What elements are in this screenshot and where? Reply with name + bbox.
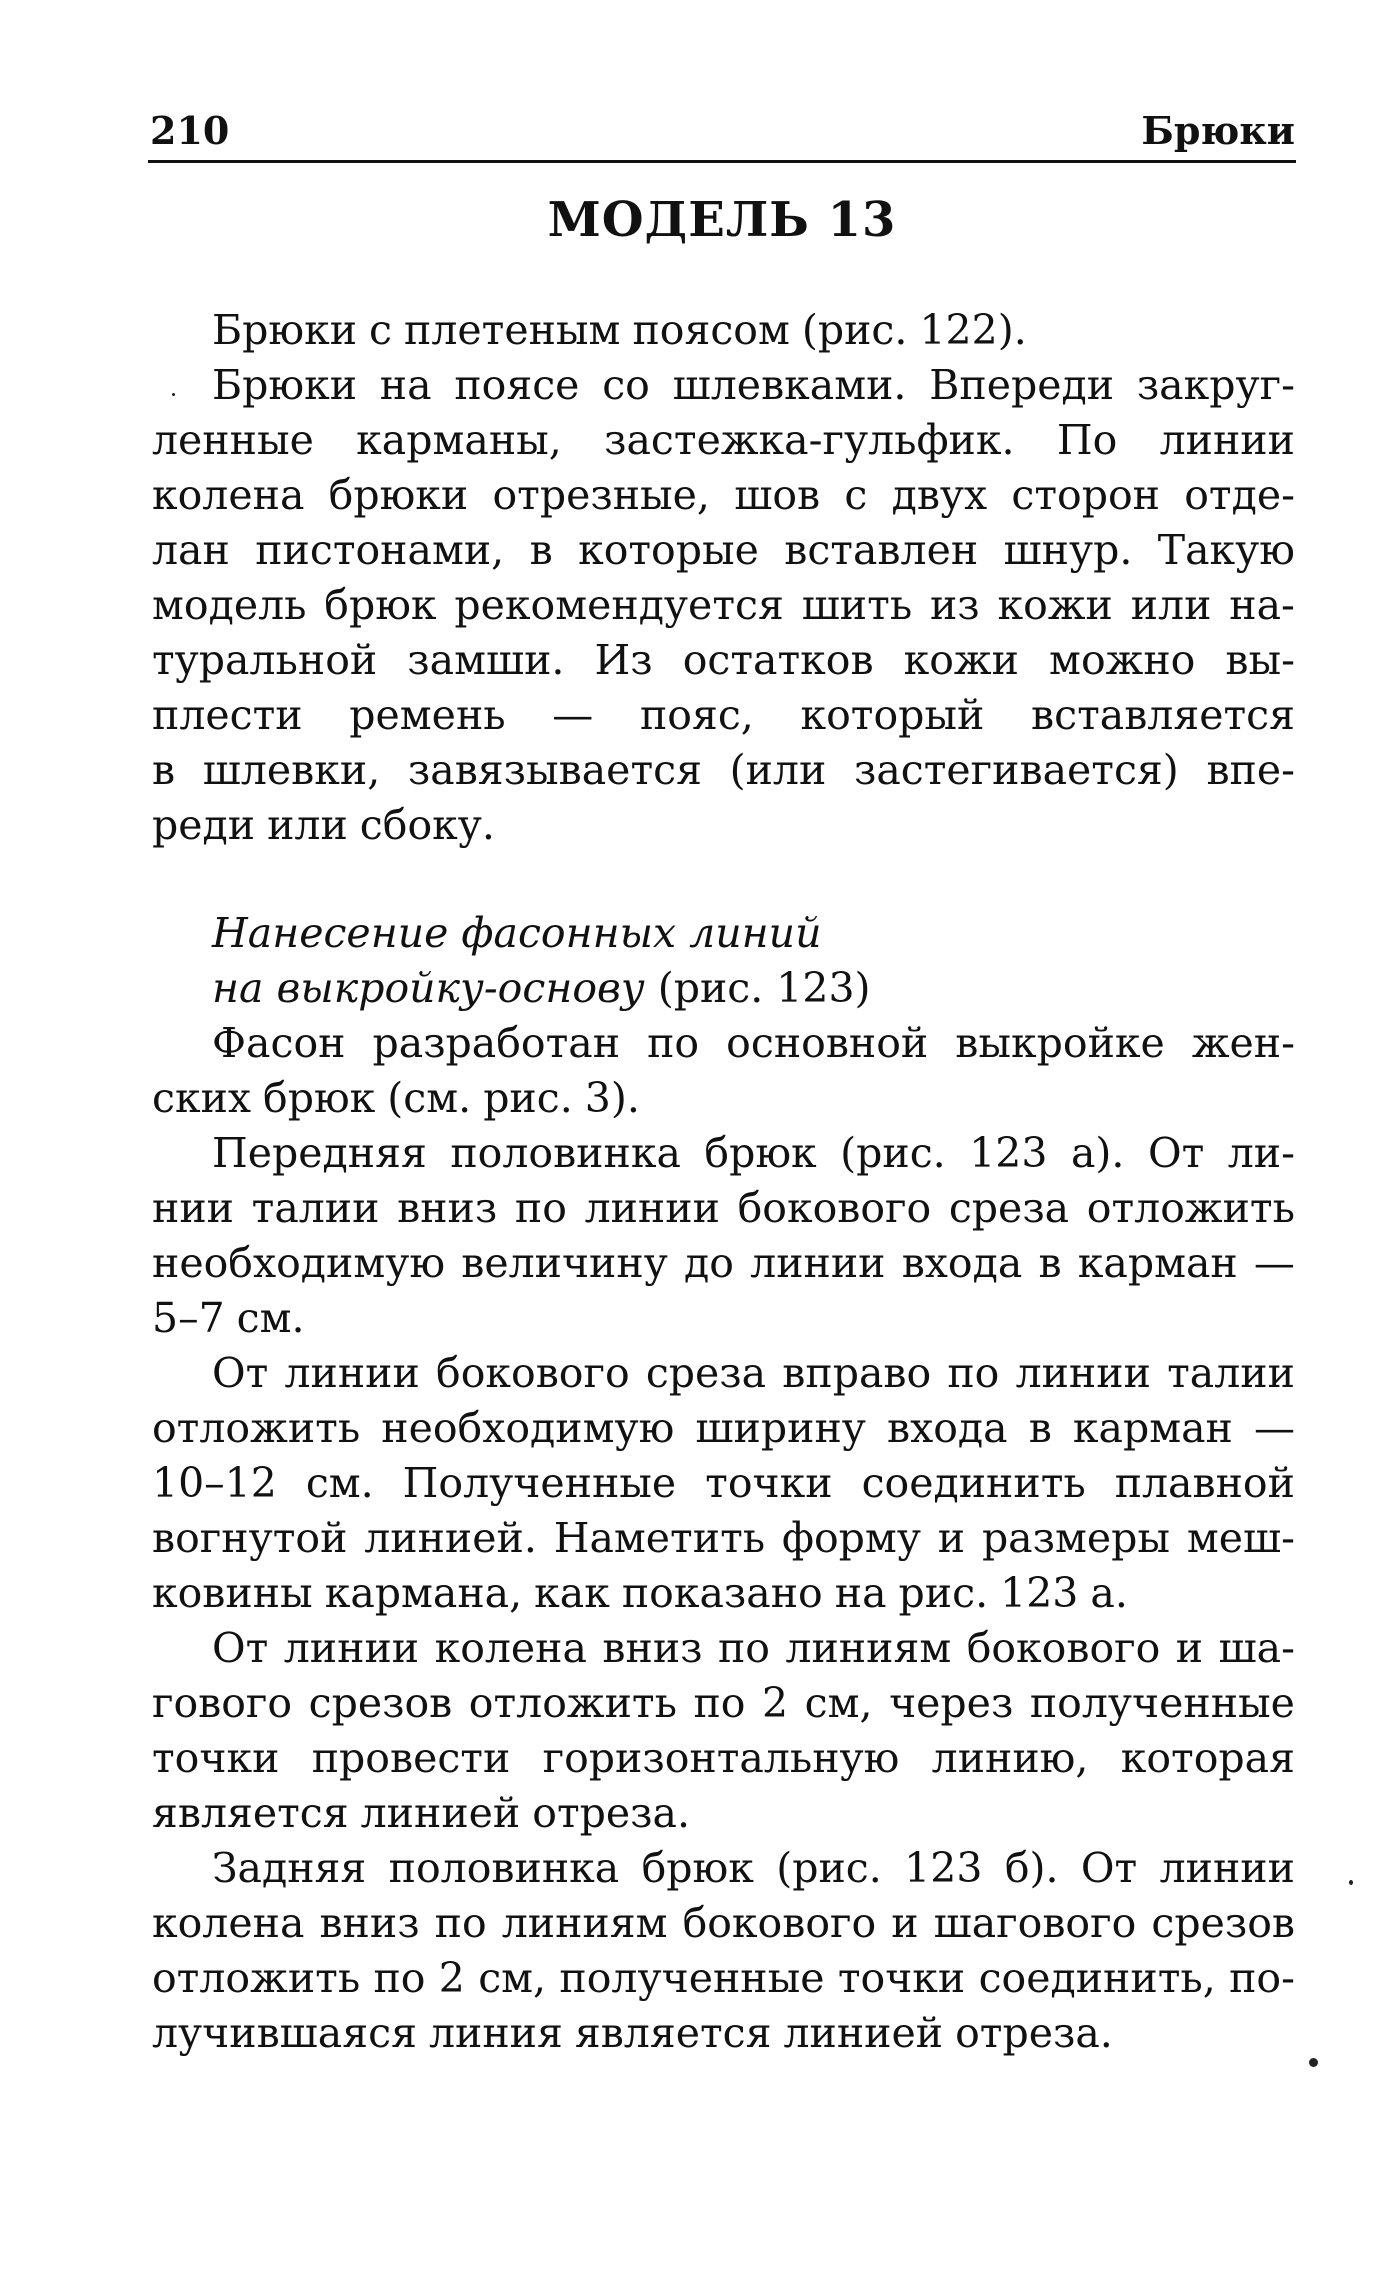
word: колена xyxy=(152,471,305,519)
text-line xyxy=(152,1786,1295,1841)
word: брюк xyxy=(324,581,437,629)
text-line xyxy=(152,1016,1295,1071)
word: а). xyxy=(1070,1129,1125,1177)
word: остатков xyxy=(682,636,874,684)
word: брюк xyxy=(704,1129,817,1177)
word: талии xyxy=(251,1184,380,1232)
word: линией xyxy=(783,2009,944,2057)
word: линия xyxy=(428,2009,563,2057)
word: среза xyxy=(645,1349,767,1397)
word: ских xyxy=(152,1074,252,1122)
word: необходимую xyxy=(152,1239,446,1287)
word: вниз xyxy=(602,1624,703,1672)
word: вправо xyxy=(782,1349,932,1397)
word: по xyxy=(373,1954,426,2002)
paragraph xyxy=(152,1346,1295,1621)
paragraph xyxy=(152,1126,1295,1346)
text-line xyxy=(152,1731,1295,1786)
word: Из xyxy=(594,636,653,684)
word: ширину xyxy=(695,1404,866,1452)
text-line xyxy=(152,523,1295,578)
word: двух xyxy=(891,471,988,519)
model-title: МОДЕЛЬ 13 xyxy=(547,192,897,248)
word: линии xyxy=(1159,416,1295,464)
text-line xyxy=(152,1126,1295,1181)
word: см. xyxy=(305,1459,374,1507)
word: до xyxy=(684,1239,734,1287)
text-line xyxy=(152,2006,1295,2061)
header-rule xyxy=(148,160,1296,163)
word: (рис. xyxy=(801,306,908,354)
word: отложить xyxy=(1086,1184,1295,1232)
word: является xyxy=(574,2009,772,2057)
word: вставляется xyxy=(1031,691,1295,739)
print-speck xyxy=(1349,1880,1353,1885)
word: по- xyxy=(1229,1954,1295,2002)
word: гового xyxy=(152,1679,293,1727)
word: линию, xyxy=(931,1734,1089,1782)
word: сбоку. xyxy=(359,801,495,849)
word: отреза. xyxy=(532,1789,690,1837)
word: линии xyxy=(1015,1349,1151,1397)
word: нии xyxy=(152,1184,234,1232)
word: линией. xyxy=(364,1514,537,1562)
word: половинка xyxy=(450,1129,681,1177)
word: можно xyxy=(1049,636,1196,684)
word: горизонтальную xyxy=(542,1734,900,1782)
text-line xyxy=(152,1401,1295,1456)
word: кожи xyxy=(903,636,1019,684)
word: туральной xyxy=(152,636,378,684)
word: шить xyxy=(801,581,913,629)
word: входа xyxy=(887,1404,1008,1452)
intro-paragraph xyxy=(152,303,1295,358)
text-line xyxy=(152,578,1295,633)
text-line xyxy=(152,1236,1295,1291)
word: Фасон xyxy=(212,1019,346,1067)
word: шагового xyxy=(933,1899,1137,1947)
word: линиям xyxy=(501,1899,668,1947)
word: отложить xyxy=(152,1954,361,2002)
word: застежка-гульфик. xyxy=(604,416,1015,464)
word: половинка xyxy=(388,1844,620,1892)
word: шнур. xyxy=(1003,526,1133,574)
word: Полученные xyxy=(402,1459,677,1507)
word: По xyxy=(1056,416,1118,464)
word: — xyxy=(552,691,594,739)
word: (рис. xyxy=(840,1129,946,1177)
word: колена xyxy=(152,1899,305,1947)
text-line xyxy=(152,358,1295,413)
word: линии xyxy=(750,1239,886,1287)
text-line xyxy=(152,1951,1295,2006)
word: застегивается) xyxy=(853,746,1179,794)
word: От xyxy=(1147,1129,1205,1177)
word: 5–7 xyxy=(152,1294,225,1342)
word: входа xyxy=(901,1239,1023,1287)
text-line xyxy=(152,1181,1295,1236)
word: провести xyxy=(311,1734,511,1782)
word: через xyxy=(889,1679,1014,1727)
word: на xyxy=(834,1569,887,1617)
text-line xyxy=(152,303,1295,358)
description-paragraph xyxy=(152,358,1295,853)
word: отрезные, xyxy=(492,471,710,519)
word: — xyxy=(1253,1239,1295,1287)
word: отде- xyxy=(1184,471,1295,519)
word: или xyxy=(267,801,348,849)
word: является xyxy=(152,1789,349,1837)
word: ленные xyxy=(152,416,314,464)
text-line xyxy=(152,633,1295,688)
word: отложить xyxy=(152,1404,361,1452)
word: которая xyxy=(1120,1734,1295,1782)
paragraph xyxy=(152,1016,1295,1126)
word: в xyxy=(529,526,553,574)
word: срезов xyxy=(1151,1899,1295,1947)
word: Брюки xyxy=(212,361,358,409)
word: который xyxy=(800,691,985,739)
word: От xyxy=(212,1624,269,1672)
word: сторон xyxy=(1011,471,1160,519)
word: см, xyxy=(804,1679,873,1727)
word: полученные xyxy=(559,1954,825,2002)
text-line xyxy=(152,743,1295,798)
word: Впереди xyxy=(929,361,1115,409)
word: в xyxy=(1028,1404,1052,1452)
text-line xyxy=(152,1291,1295,1346)
print-speck xyxy=(1309,2058,1318,2067)
word: 10–12 xyxy=(152,1459,277,1507)
word: с xyxy=(369,306,392,354)
word: соединить xyxy=(861,1459,1086,1507)
word: линии xyxy=(283,1624,420,1672)
word: по xyxy=(514,1184,567,1232)
word: поясе xyxy=(454,361,580,409)
word: вставлен xyxy=(784,526,979,574)
word: как xyxy=(534,1569,610,1617)
text-line xyxy=(152,1346,1295,1401)
word: со xyxy=(602,361,650,409)
subheading xyxy=(152,906,1295,1016)
word: среза xyxy=(948,1184,1070,1232)
word: в xyxy=(1038,1239,1062,1287)
word: (рис. xyxy=(776,1844,882,1892)
word: брюк xyxy=(641,1844,754,1892)
text-line xyxy=(152,798,1295,853)
word: по xyxy=(434,1899,487,1947)
word: лан xyxy=(152,526,230,574)
text-line xyxy=(152,1456,1295,1511)
word: ремень xyxy=(349,691,506,739)
word: рекомендуется xyxy=(454,581,784,629)
word: плавной xyxy=(1114,1459,1295,1507)
word: и xyxy=(937,1514,966,1562)
word: лучившаяся xyxy=(152,2009,417,2057)
word: срезов xyxy=(308,1679,453,1727)
word: см. xyxy=(236,1294,305,1342)
word: см, xyxy=(478,1954,547,2002)
word: 122). xyxy=(919,306,1027,354)
word: 123 xyxy=(904,1844,983,1892)
word: кожи xyxy=(997,581,1113,629)
word: замши. xyxy=(407,636,565,684)
text-line xyxy=(152,688,1295,743)
word: выкройке xyxy=(955,1019,1165,1067)
word: основной xyxy=(726,1019,929,1067)
word: б). xyxy=(1004,1844,1059,1892)
word: меш- xyxy=(1186,1514,1295,1562)
subheading-line-2 xyxy=(152,961,1295,1016)
text-line xyxy=(152,468,1295,523)
word: кармана, xyxy=(324,1569,523,1617)
word: показано xyxy=(621,1569,823,1617)
word: по xyxy=(947,1349,1000,1397)
word: вниз xyxy=(319,1899,420,1947)
word: вы- xyxy=(1225,636,1295,684)
word: на- xyxy=(1229,581,1295,629)
word: пистонами, xyxy=(255,526,505,574)
word: шлевками. xyxy=(672,361,907,409)
word: брюки xyxy=(328,471,469,519)
word: ли- xyxy=(1227,1129,1295,1177)
word: реди xyxy=(152,801,256,849)
word: бокового xyxy=(436,1349,630,1397)
word: — xyxy=(1253,1404,1295,1452)
word: брюк xyxy=(263,1074,376,1122)
word: из xyxy=(929,581,980,629)
text-line xyxy=(152,1621,1295,1676)
word: точки xyxy=(152,1734,280,1782)
section-title: Брюки xyxy=(1141,108,1295,153)
paragraph xyxy=(152,1841,1295,2061)
word: 123 xyxy=(1000,1569,1079,1617)
word: Задняя xyxy=(212,1844,367,1892)
word: линии xyxy=(1159,1844,1295,1892)
word: жен- xyxy=(1191,1019,1295,1067)
word: 2 xyxy=(762,1679,789,1727)
word: по xyxy=(717,1624,770,1672)
page-number: 210 xyxy=(150,108,230,153)
word: Наметить xyxy=(553,1514,766,1562)
word: ша- xyxy=(1218,1624,1295,1672)
word: поясом xyxy=(632,306,790,354)
word: 2 xyxy=(438,1954,465,2002)
paragraph xyxy=(152,1621,1295,1841)
word: размеры xyxy=(981,1514,1171,1562)
word: рис. xyxy=(898,1569,989,1617)
word: Передняя xyxy=(212,1129,427,1177)
word: полученные xyxy=(1029,1679,1295,1727)
word: по xyxy=(693,1679,746,1727)
word: и xyxy=(1175,1624,1204,1672)
word: ковины xyxy=(152,1569,313,1617)
word: а. xyxy=(1090,1569,1128,1617)
word: От xyxy=(1080,1844,1138,1892)
text-line xyxy=(152,1676,1295,1731)
subheading-figure-ref: (рис. 123) xyxy=(644,964,871,1012)
word: От xyxy=(212,1349,269,1397)
word: плести xyxy=(152,691,303,739)
word: соединить, xyxy=(978,1954,1216,2002)
text-line xyxy=(152,1511,1295,1566)
word: бокового xyxy=(966,1624,1161,1672)
word: отложить xyxy=(468,1679,677,1727)
word: шов xyxy=(734,471,821,519)
text-line xyxy=(152,1071,1295,1126)
word: шлевки, xyxy=(202,746,381,794)
word: талии xyxy=(1167,1349,1295,1397)
word: с xyxy=(844,471,868,519)
word: линии xyxy=(584,1184,720,1232)
word: форму xyxy=(781,1514,921,1562)
word: закруг- xyxy=(1136,361,1295,409)
word: Брюки xyxy=(212,306,358,354)
word: карманы, xyxy=(356,416,562,464)
subheading-italic: на выкройку-основу xyxy=(212,964,645,1012)
word: разработан xyxy=(372,1019,621,1067)
text-line xyxy=(152,1896,1295,1951)
word: вниз xyxy=(397,1184,498,1232)
word: 3). xyxy=(584,1074,640,1122)
body-paragraphs xyxy=(152,1016,1295,2061)
word: (см. xyxy=(387,1074,472,1122)
word: в xyxy=(152,746,176,794)
word: впе- xyxy=(1206,746,1295,794)
word: величину xyxy=(461,1239,668,1287)
word: пояс, xyxy=(639,691,754,739)
word: бокового xyxy=(682,1899,877,1947)
word: колена xyxy=(434,1624,587,1672)
word: 123 xyxy=(969,1129,1048,1177)
word: точки xyxy=(705,1459,833,1507)
word: модель xyxy=(152,581,307,629)
word: линиям xyxy=(785,1624,952,1672)
print-speck xyxy=(172,393,175,396)
word: по xyxy=(647,1019,700,1067)
word: рис. xyxy=(483,1074,573,1122)
word: необходимую xyxy=(381,1404,675,1452)
word: которые xyxy=(578,526,759,574)
running-head xyxy=(150,108,1295,160)
word: вогнутой xyxy=(152,1514,348,1562)
word: отреза. xyxy=(955,2009,1113,2057)
word: линии xyxy=(284,1349,420,1397)
text-line xyxy=(152,1841,1295,1896)
word: карман xyxy=(1077,1239,1238,1287)
word: плетеным xyxy=(404,306,621,354)
word: (или xyxy=(729,746,827,794)
subheading-line-1: Нанесение фасонных линий xyxy=(212,909,822,957)
word: бокового xyxy=(737,1184,932,1232)
word: завязывается xyxy=(407,746,702,794)
word: точки xyxy=(837,1954,966,2002)
text-line xyxy=(152,1566,1295,1621)
word: на xyxy=(379,361,432,409)
word: Такую xyxy=(1157,526,1295,574)
word: карман xyxy=(1072,1404,1233,1452)
word: и xyxy=(891,1899,919,1947)
word: линией xyxy=(360,1789,521,1837)
text-line xyxy=(152,413,1295,468)
word: или xyxy=(1130,581,1212,629)
